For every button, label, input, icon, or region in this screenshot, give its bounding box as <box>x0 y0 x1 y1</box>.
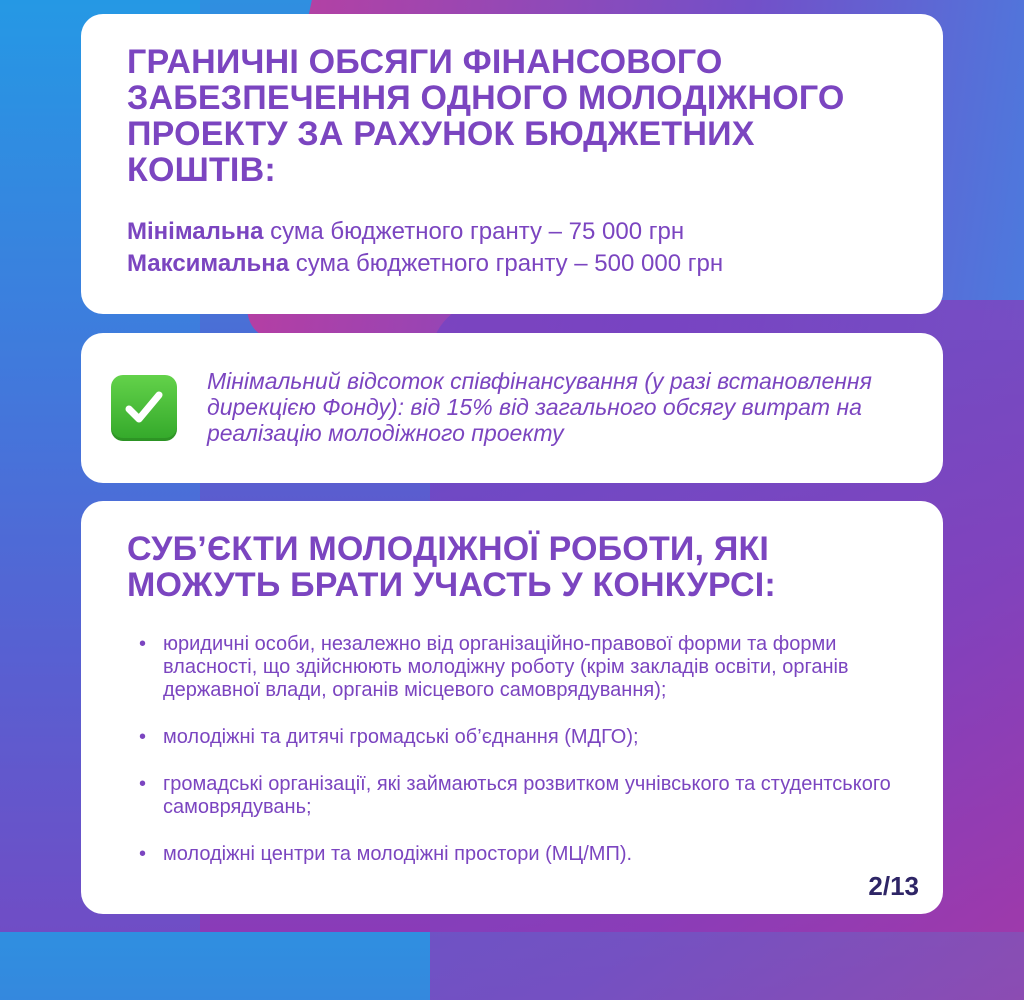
min-grant-text: сума бюджетного гранту – 75 000 грн <box>263 218 685 245</box>
min-grant-line <box>127 216 897 248</box>
list-item: • молодіжні та дитячі громадські об’єднання (МДГО); <box>127 726 897 749</box>
participants-heading: СУБ’ЄКТИ МОЛОДІЖНОЇ РОБОТИ, ЯКІ МОЖУТЬ БРАТИ УЧАСТЬ У КОНКУРСІ: <box>127 530 776 604</box>
cofinancing-card <box>81 333 943 483</box>
page-number: 2/13 <box>868 871 919 901</box>
min-grant-label: Мінімальна <box>127 218 264 245</box>
max-grant-line <box>127 248 897 280</box>
participants-card <box>81 501 943 914</box>
list-item: • громадські організації, які займаються розвитком учнівського та студентського самоврядувань; <box>127 773 897 819</box>
check-mark-glyph <box>122 386 166 430</box>
max-grant-text: сума бюджетного гранту – 500 000 грн <box>289 250 724 277</box>
max-grant-label: Максимальна <box>127 250 290 277</box>
check-mark-icon <box>111 375 177 441</box>
list-item: • юридичні особи, незалежно від організаційно-правової форми та форми власності, що здійснюють молодіжну роботу (крім закладів освіти, органів державної влади, органів місцевого самоврядування); <box>127 633 897 702</box>
grant-amounts <box>127 216 897 280</box>
grant-limits-card <box>81 14 943 314</box>
grant-limits-heading: ГРАНИЧНІ ОБСЯГИ ФІНАНСОВОГО ЗАБЕЗПЕЧЕННЯ ОДНОГО МОЛОДІЖНОГО ПРОЕКТУ ЗА РАХУНОК БЮДЖЕТНИХ КОШТІВ: <box>127 43 845 189</box>
participants-list <box>127 633 897 866</box>
list-item: • молодіжні центри та молодіжні простори (МЦ/МП). <box>127 843 897 866</box>
cofinancing-text: Мінімальний відсоток співфінансування (у разі встановлення дирекцією Фонду): від 15% від загального обсягу витрат на реалізацію молодіжного проекту <box>207 368 872 446</box>
